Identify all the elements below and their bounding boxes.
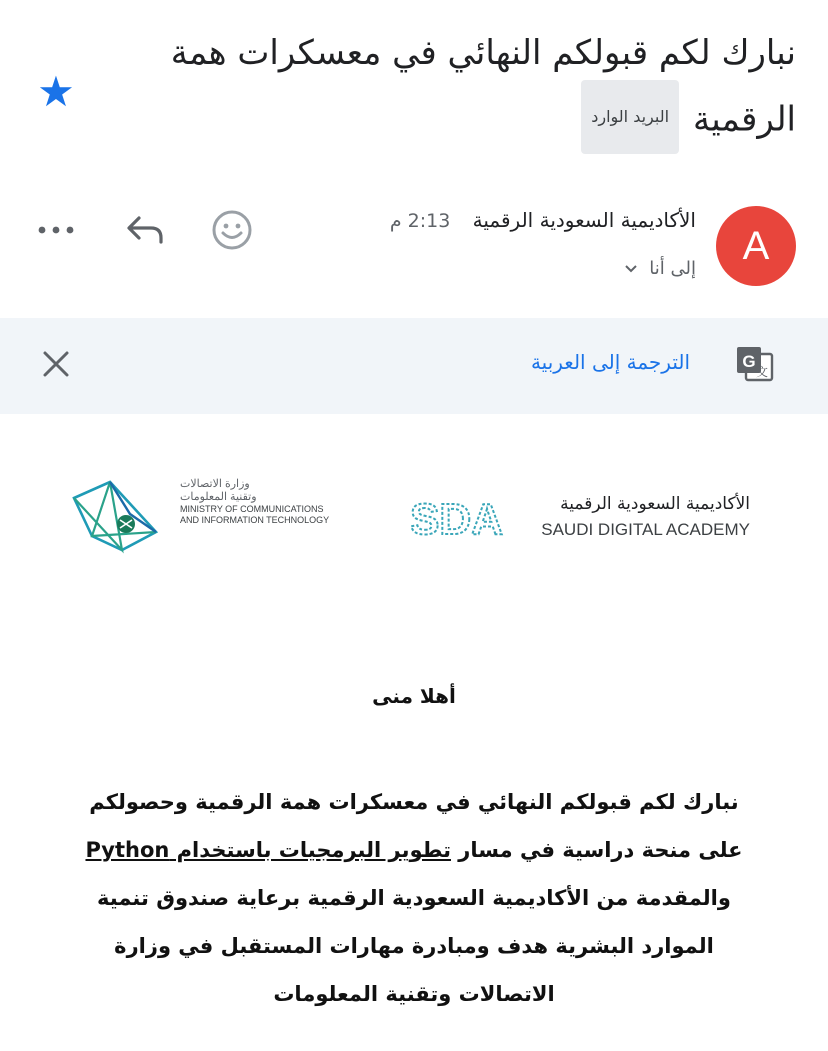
sender-line <box>390 208 696 232</box>
sda-mark <box>406 496 518 540</box>
emoji-icon[interactable] <box>208 206 256 254</box>
mcit-text <box>180 478 370 526</box>
mcit-arabic-line1: وزارة الاتصالات <box>180 478 250 490</box>
mcit-english-line2: AND INFORMATION TECHNOLOGY <box>180 515 330 525</box>
sda-english-name: SAUDI DIGITAL ACADEMY <box>541 520 750 539</box>
star-icon[interactable]: ★ <box>37 67 75 116</box>
translate-bar <box>0 318 828 414</box>
message-body <box>66 778 762 1018</box>
sda-mark-text: SDA <box>410 496 503 540</box>
mcit-logo <box>70 478 370 554</box>
sda-logo <box>404 490 764 546</box>
close-icon[interactable] <box>36 344 76 384</box>
email-header <box>116 22 796 158</box>
more-icon[interactable] <box>30 206 82 254</box>
inbox-label[interactable]: البريد الوارد <box>581 80 679 154</box>
message-part2: والمقدمة من الأكاديمية السعودية الرقمية برعاية صندوق تنمية الموارد البشرية هدف ومبادرة مهارات المستقبل في وزارة الاتصالات وتقنية المعلومات <box>97 886 731 1006</box>
track-link[interactable]: تطوير البرمجيات باستخدام Python <box>85 838 451 862</box>
email-time: 2:13 م <box>389 210 451 232</box>
email-subject <box>116 22 796 158</box>
recipient-details[interactable] <box>624 258 696 279</box>
recipient-text: إلى أنا <box>649 258 696 279</box>
sender-name[interactable]: الأكاديمية السعودية الرقمية <box>472 208 696 232</box>
svg-text:G: G <box>742 352 756 371</box>
translate-icon <box>734 344 776 386</box>
avatar[interactable]: A <box>716 206 796 286</box>
translate-link[interactable]: الترجمة إلى العربية <box>530 350 690 374</box>
reply-icon[interactable] <box>118 206 170 254</box>
message-part1: نبارك لكم قبولكم النهائي في معسكرات همة الرقمية وحصولكم على منحة دراسية في مسار <box>89 790 743 862</box>
subject-text: نبارك لكم قبولكم النهائي في معسكرات همة الرقمية <box>170 33 796 140</box>
sda-arabic-name: الأكاديمية السعودية الرقمية <box>560 494 750 514</box>
chevron-down-icon[interactable] <box>624 262 638 278</box>
svg-text:文: 文 <box>755 365 769 379</box>
mcit-arabic-line2: وتقنية المعلومات <box>180 491 257 503</box>
mcit-emblem <box>70 478 174 554</box>
greeting-text: أهلا منى <box>372 684 456 708</box>
mcit-english-line1: MINISTRY OF COMMUNICATIONS <box>180 504 324 514</box>
